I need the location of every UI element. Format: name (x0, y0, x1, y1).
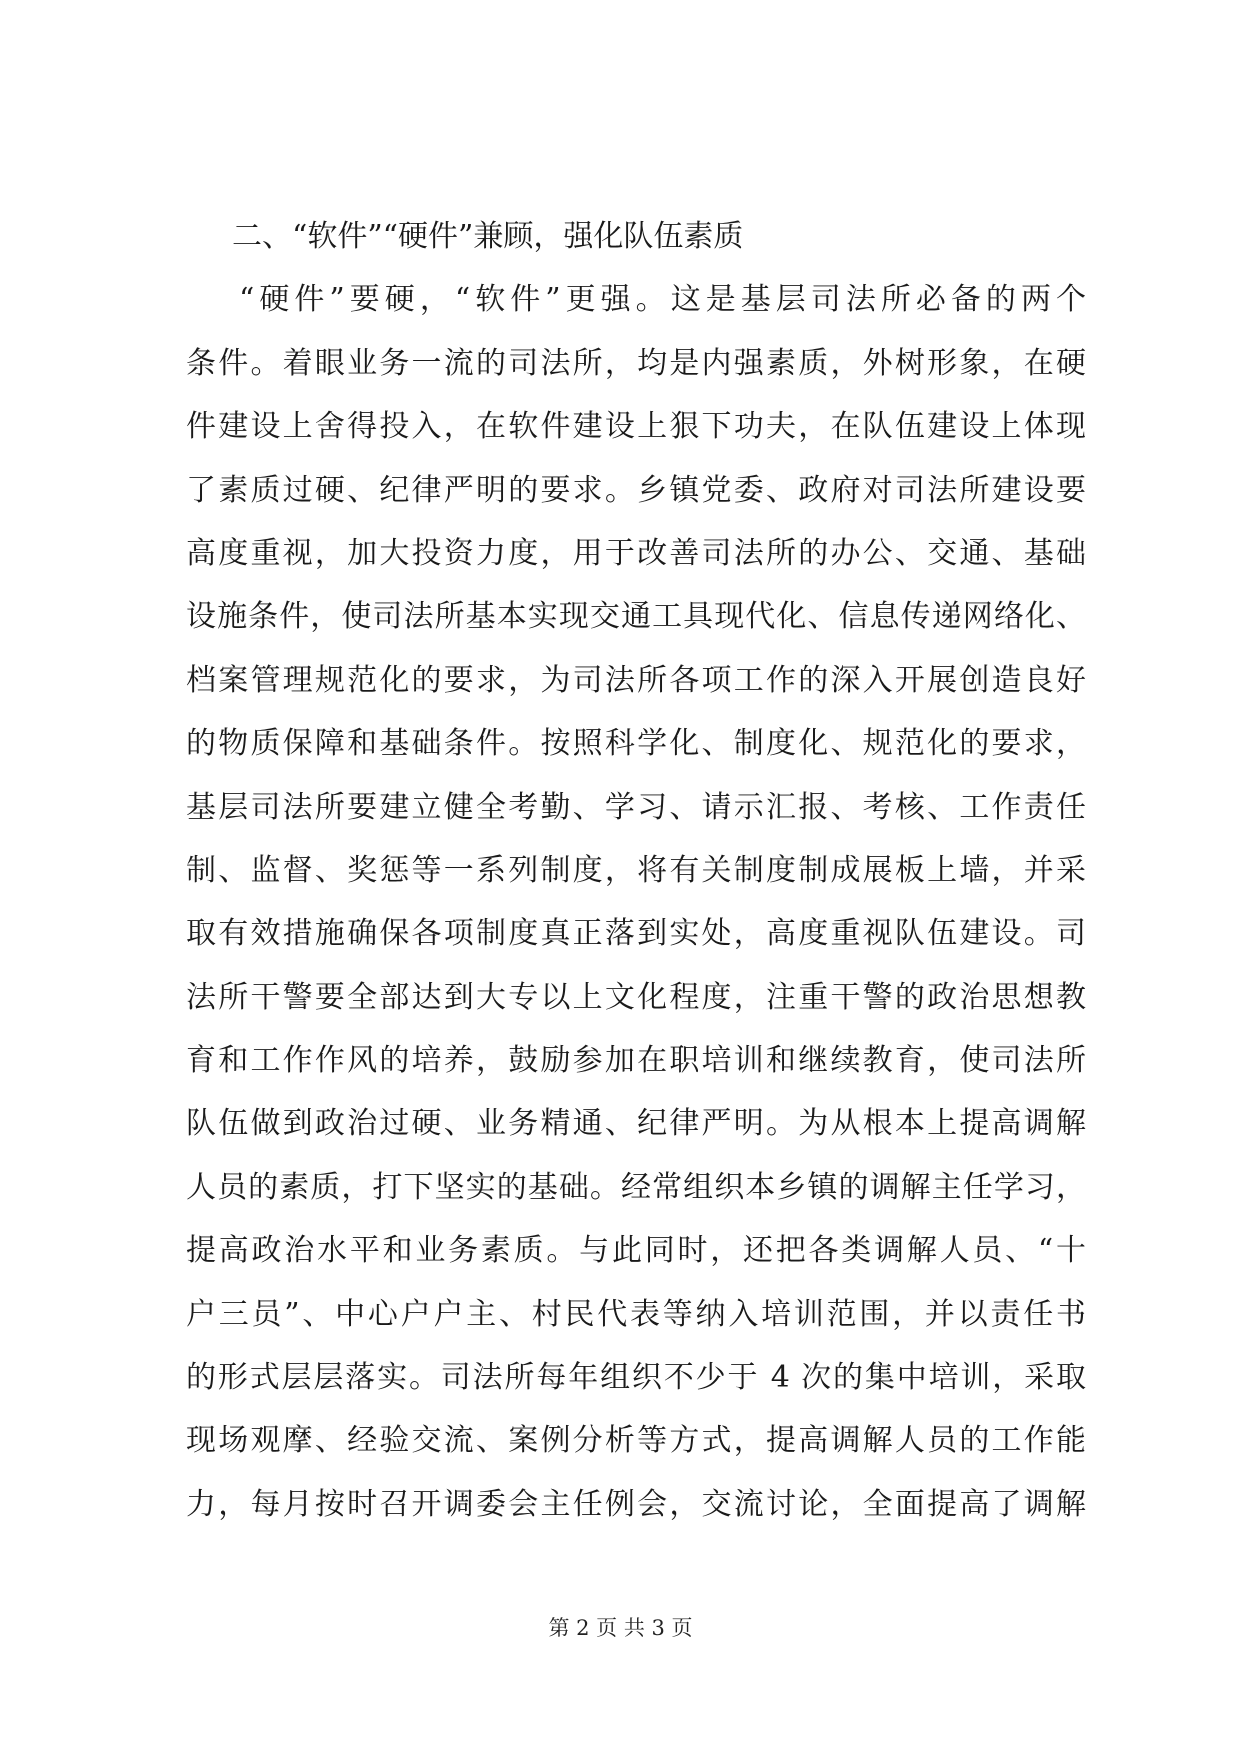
paragraph-line: 力，每月按时召开调委会主任例会，交流讨论，全面提高了调解 (186, 1486, 1086, 1522)
paragraph-line: 制、监督、奖惩等一系列制度，将有关制度制成展板上墙，并采 (186, 852, 1086, 888)
paragraph-line: 的形式层层落实。司法所每年组织不少于 4 次的集中培训，采取 (186, 1360, 1086, 1396)
paragraph-line: 户三员”、中心户户主、村民代表等纳入培训范围，并以责任书 (186, 1296, 1086, 1332)
paragraph-line: 档案管理规范化的要求，为司法所各项工作的深入开展创造良好 (186, 662, 1086, 698)
paragraph-line: 了素质过硬、纪律严明的要求。乡镇党委、政府对司法所建设要 (186, 472, 1086, 508)
document-body (186, 205, 1086, 1536)
paragraph-line: 基层司法所要建立健全考勤、学习、请示汇报、考核、工作责任 (186, 789, 1086, 825)
paragraph-line: 提高政治水平和业务素质。与此同时，还把各类调解人员、“十 (186, 1233, 1086, 1269)
paragraph-line: 设施条件，使司法所基本实现交通工具现代化、信息传递网络化、 (186, 599, 1086, 635)
paragraph-line: 法所干警要全部达到大专以上文化程度，注重干警的政治思想教 (186, 979, 1086, 1015)
page-footer: 第 2 页 共 3 页 (548, 1616, 693, 1640)
paragraph-line: “硬件”要硬，“软件”更强。这是基层司法所必备的两个 (239, 282, 1086, 318)
paragraph-line: 的物质保障和基础条件。按照科学化、制度化、规范化的要求， (186, 726, 1086, 762)
section-heading: 二、“软件”“硬件”兼顾，强化队伍素质 (232, 219, 744, 254)
paragraph-line: 取有效措施确保各项制度真正落到实处，高度重视队伍建设。司 (186, 916, 1086, 952)
paragraph-line: 件建设上舍得投入，在软件建设上狠下功夫，在队伍建设上体现 (186, 409, 1086, 445)
paragraph-line: 人员的素质，打下坚实的基础。经常组织本乡镇的调解主任学习， (186, 1169, 1086, 1205)
paragraph-line: 现场观摩、经验交流、案例分析等方式，提高调解人员的工作能 (186, 1423, 1086, 1459)
paragraph-line: 条件。着眼业务一流的司法所，均是内强素质，外树形象，在硬 (186, 345, 1086, 381)
paragraph-line: 育和工作作风的培养，鼓励参加在职培训和继续教育，使司法所 (186, 1043, 1086, 1079)
paragraph-line: 队伍做到政治过硬、业务精通、纪律严明。为从根本上提高调解 (186, 1106, 1086, 1142)
paragraph-line: 高度重视，加大投资力度，用于改善司法所的办公、交通、基础 (186, 535, 1086, 571)
